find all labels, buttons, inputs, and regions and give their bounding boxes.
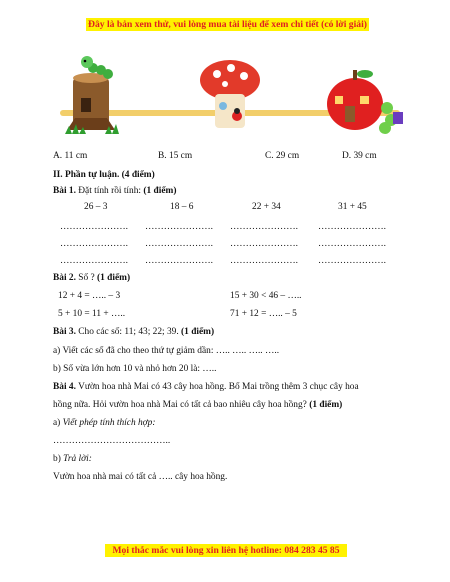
option-d: D. 39 cm: [342, 151, 377, 161]
bai1-expr-1: 26 – 3: [84, 202, 108, 212]
bai4-part-a: a) Viết phép tính thích hợp:: [53, 418, 156, 428]
hotline-banner: Mọi thắc mắc vui lòng xin liên hệ hotline: 084 283 45 85: [105, 544, 347, 557]
answer-line: ………………….: [145, 256, 213, 266]
bai2-item: 15 + 30 < 46 – …..: [230, 291, 302, 301]
bai2-prompt: Bài 2. Số ? (1 điểm): [53, 273, 131, 283]
bai2-item: 5 + 10 = 11 + …..: [58, 309, 126, 319]
section-essay-title: II. Phần tự luận. (4 điểm): [53, 170, 155, 180]
bai3-part-a: a) Viết các số đã cho theo thứ tự giảm dần: ….. ….. ….. …..: [53, 346, 280, 356]
bai2-item: 12 + 4 = ….. – 3: [58, 291, 121, 301]
answer-line: ………………….: [318, 239, 386, 249]
option-a: A. 11 cm: [53, 151, 88, 161]
answer-line: ………………….: [145, 222, 213, 232]
bai4-prompt-line2: hồng nữa. Hỏi vườn hoa nhà Mai có tất cả bao nhiêu cây hoa hồng? (1 điểm): [53, 400, 343, 410]
answer-line: ………………….: [230, 239, 298, 249]
option-b: B. 15 cm: [158, 151, 193, 161]
bai4-part-b: b) Trả lời:: [53, 454, 92, 464]
bai3-prompt: Bài 3. Cho các số: 11; 43; 22; 39. (1 điểm): [53, 327, 215, 337]
bai3-part-b: b) Số vừa lớn hơn 10 và nhỏ hơn 20 là: …..: [53, 364, 217, 374]
answer-line: ………………….: [60, 222, 128, 232]
bai1-expr-2: 18 – 6: [170, 202, 194, 212]
answer-line: ………………………………..: [53, 436, 171, 446]
bai2-item: 71 + 12 = ….. – 5: [230, 309, 297, 319]
answer-line: ………………….: [60, 256, 128, 266]
apple-house-icon: [327, 70, 383, 130]
answer-line: ………………….: [318, 256, 386, 266]
answer-line: ………………….: [60, 239, 128, 249]
cartoon-illustration: [45, 48, 405, 140]
answer-line: ………………….: [230, 256, 298, 266]
bai1-expr-4: 31 + 45: [338, 202, 367, 212]
bai1-expr-3: 22 + 34: [252, 202, 281, 212]
bai1-prompt: Bài 1. Đặt tính rồi tính: (1 điểm): [53, 186, 177, 196]
bai4-answer-sentence: Vườn hoa nhà mai có tất cả ….. cây hoa hồng.: [53, 472, 228, 482]
worm-reading-icon: [379, 102, 403, 134]
answer-line: ………………….: [230, 222, 298, 232]
bai4-prompt: Bài 4. Vườn hoa nhà Mai có 43 cây hoa hồng. Bố Mai trồng thêm 3 chục cây hoa: [53, 382, 359, 392]
preview-banner: Đây là bản xem thử, vui lòng mua tài liệu để xem chi tiết (có lời giải): [86, 18, 369, 31]
option-c: C. 29 cm: [265, 151, 300, 161]
mushroom-house-icon: [200, 60, 260, 128]
answer-line: ………………….: [318, 222, 386, 232]
tree-stump-icon: [67, 73, 115, 130]
answer-line: ………………….: [145, 239, 213, 249]
